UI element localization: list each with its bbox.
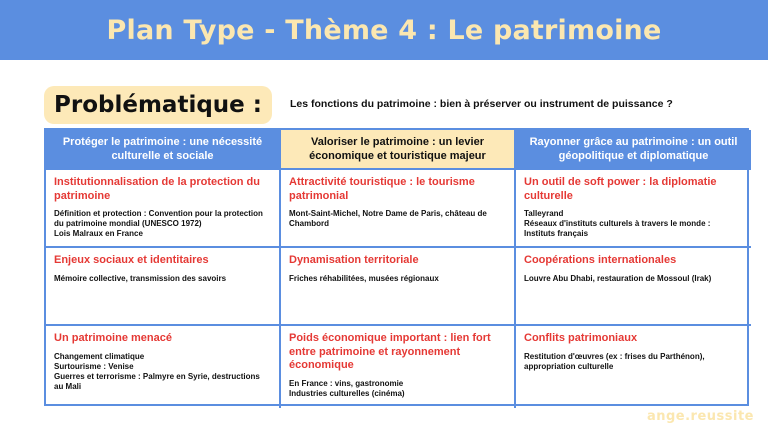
title-banner — [0, 0, 768, 60]
cell-body: Mémoire collective, transmission des savoirs — [54, 273, 227, 283]
cell-title: Conflits patrimoniaux — [524, 332, 638, 344]
column-header-valoriser: Valoriser le patrimoine : un levier économique et touristique majeur — [281, 130, 516, 170]
cell-title: Un outil de soft power : la diplomatie culturelle — [524, 176, 717, 202]
column-header-rayonner: Rayonner grâce au patrimoine : un outil géopolitique et diplomatique — [516, 130, 751, 170]
problematique-label: Problématique : — [54, 92, 262, 118]
table-cell — [281, 248, 516, 326]
cell-title: Poids économique important : lien fort entre patrimoine et rayonnement économique — [289, 332, 491, 371]
table-cell — [516, 326, 751, 408]
plan-table — [44, 128, 749, 406]
cell-title: Dynamisation territoriale — [289, 254, 419, 266]
watermark-handle: ange.reussite — [646, 409, 754, 424]
cell-body: En France : vins, gastronomie Industries culturelles (cinéma) — [289, 378, 405, 398]
problematique-question: Les fonctions du patrimoine : bien à préserver ou instrument de puissance ? — [290, 98, 673, 110]
cell-body: Restitution d'œuvres (ex : frises du Parthénon), appropriation culturelle — [524, 351, 705, 371]
table-cell — [281, 326, 516, 408]
cell-title: Attractivité touristique : le tourisme patrimonial — [289, 176, 475, 202]
cell-title: Institutionnalisation de la protection du patrimoine — [54, 176, 260, 202]
table-cell — [281, 170, 516, 248]
table-cell — [46, 248, 281, 326]
table-cell — [46, 170, 281, 248]
table-cell — [516, 248, 751, 326]
table-cell — [46, 326, 281, 408]
page-title: Plan Type - Thème 4 : Le patrimoine — [106, 14, 662, 46]
cell-body: Friches réhabilitées, musées régionaux — [289, 273, 439, 283]
cell-body: Louvre Abu Dhabi, restauration de Mossoul (Irak) — [524, 273, 712, 283]
cell-title: Un patrimoine menacé — [54, 332, 172, 344]
column-header-proteger: Protéger le patrimoine : une nécessité culturelle et sociale — [46, 130, 281, 170]
problematique-label-box — [44, 86, 272, 124]
cell-title: Coopérations internationales — [524, 254, 677, 266]
cell-body: Changement climatique Surtourisme : Venise Guerres et terrorisme : Palmyre en Syrie, destructions au Mali — [54, 351, 260, 391]
cell-body: Définition et protection : Convention pour la protection du patrimoine mondial (UNESCO 1972) Lois Malraux en France — [54, 209, 263, 238]
cell-body: Mont-Saint-Michel, Notre Dame de Paris, château de Chambord — [289, 209, 487, 228]
table-cell — [516, 170, 751, 248]
cell-body: Talleyrand Réseaux d'instituts culturels à travers le monde : Instituts français — [524, 209, 711, 238]
cell-title: Enjeux sociaux et identitaires — [54, 254, 209, 266]
